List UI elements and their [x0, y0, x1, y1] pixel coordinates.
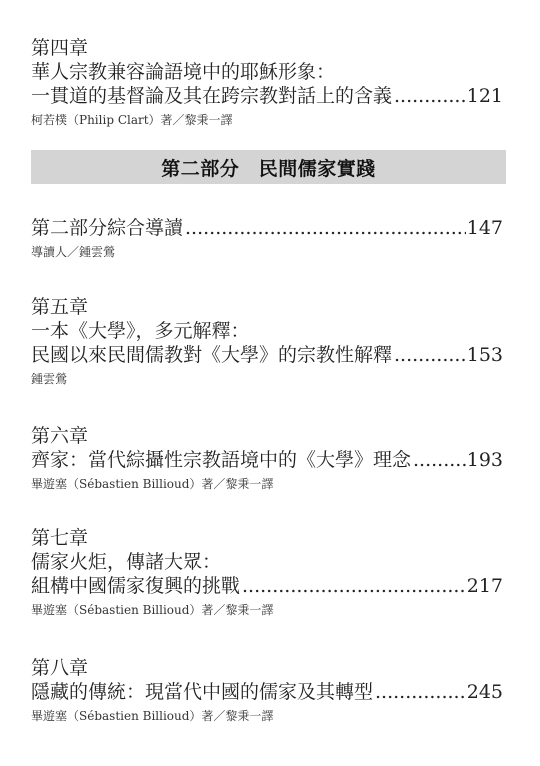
chapter-title-line-with-page — [31, 574, 503, 598]
leader-dots — [242, 574, 466, 598]
chapter-subtitle: 一貫道的基督論及其在跨宗教對話上的含義 — [31, 85, 393, 107]
chapter-title-line-with-page — [31, 84, 503, 108]
page-number: 153 — [466, 344, 503, 366]
page-number: 121 — [466, 85, 503, 107]
page-number: 193 — [466, 449, 503, 471]
author-credit: 畢遊塞（Sébastien Billioud）著／黎秉一譯 — [31, 709, 274, 723]
leader-dots — [413, 448, 466, 472]
toc-entry-ch7 — [31, 526, 503, 619]
chapter-title-line-with-page — [31, 343, 503, 367]
intro-title: 第二部分綜合導讀 — [31, 217, 184, 239]
chapter-title: 齊家：當代綜攝性宗教語境中的《大學》理念 — [31, 449, 412, 471]
chapter-title-line: 華人宗教兼容論語境中的耶穌形象： — [31, 61, 336, 83]
part-heading: 第二部分 民間儒家實踐 — [161, 157, 376, 180]
chapter-title-line: 儒家火炬，傳諸大眾： — [31, 551, 222, 573]
page-number: 217 — [466, 575, 503, 597]
leader-dots — [394, 84, 466, 108]
toc-entry-ch8 — [31, 656, 503, 725]
author-credit: 柯若樸（Philip Clart）著／黎秉一譯 — [31, 113, 233, 127]
page-number: 147 — [466, 217, 503, 239]
chapter-label: 第六章 — [31, 425, 89, 447]
leader-dots — [394, 343, 466, 367]
chapter-title: 隱藏的傳統：現當代中國的儒家及其轉型 — [31, 681, 374, 703]
toc-entry-intro — [31, 216, 503, 261]
toc-entry-ch5 — [31, 295, 503, 388]
page-number: 245 — [466, 681, 503, 703]
toc-entry-ch6 — [31, 424, 503, 493]
author-credit: 畢遊塞（Sébastien Billioud）著／黎秉一譯 — [31, 477, 274, 491]
chapter-subtitle: 民國以來民間儒教對《大學》的宗教性解釋 — [31, 344, 393, 366]
leader-dots — [375, 680, 466, 704]
chapter-label: 第八章 — [31, 657, 89, 679]
leader-dots — [185, 216, 466, 240]
chapter-label: 第五章 — [31, 296, 89, 318]
chapter-title-line: 一本《大學》，多元解釋： — [31, 320, 250, 342]
intro-title-line — [31, 216, 503, 240]
author-credit: 導讀人／鍾雲鶯 — [31, 245, 116, 259]
chapter-label: 第四章 — [31, 37, 89, 59]
chapter-label: 第七章 — [31, 527, 89, 549]
chapter-subtitle: 組構中國儒家復興的挑戰 — [31, 575, 241, 597]
author-credit: 畢遊塞（Sébastien Billioud）著／黎秉一譯 — [31, 603, 274, 617]
author-credit: 鍾雲鶯 — [31, 372, 68, 386]
chapter-title-line-with-page — [31, 680, 503, 704]
chapter-title-line-with-page — [31, 448, 503, 472]
part-heading-band — [31, 150, 506, 184]
toc-entry-ch4 — [31, 36, 503, 129]
